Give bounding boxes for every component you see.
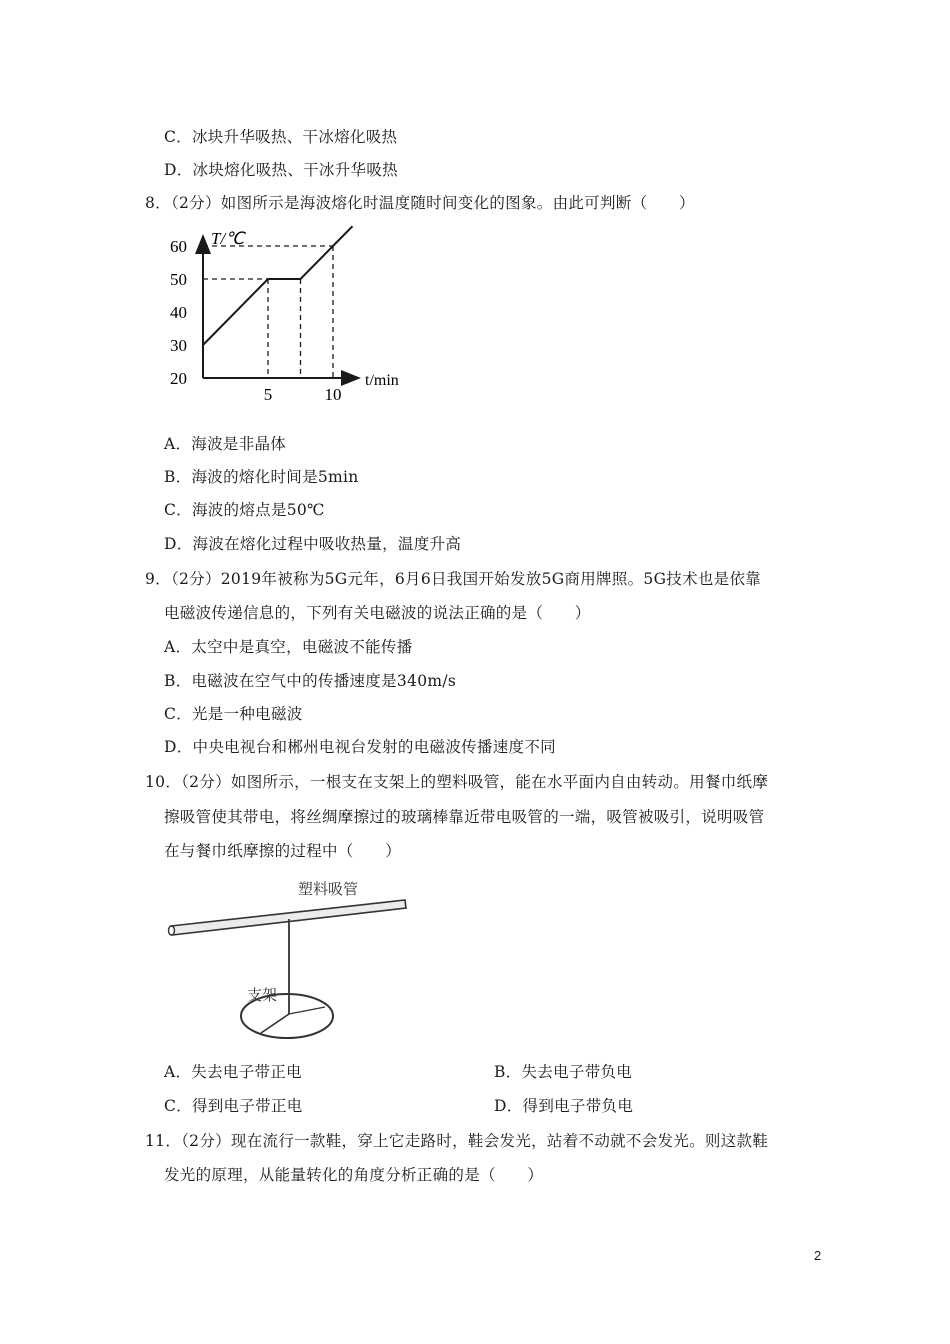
y-tick-label-0: 20: [170, 369, 187, 388]
q9-stem-line-2: 电磁波传递信息的，下列有关电磁波的说法正确的是（ ）: [164, 604, 591, 622]
stand-base-spoke: [261, 1014, 289, 1033]
x-tick-label-1: 10: [324, 385, 342, 404]
stand-base-spoke-right: [289, 1007, 325, 1014]
q7-option-c: C．冰块升华吸热、干冰熔化吸热: [164, 128, 398, 146]
q11-stem-line-2: 发光的原理，从能量转化的角度分析正确的是（ ）: [164, 1166, 544, 1184]
y-tick-label-3: 50: [170, 270, 187, 289]
q8-option-c: C．海波的熔点是50℃: [164, 501, 325, 519]
stand-label: 支架: [247, 988, 278, 1004]
q8-option-b: B．海波的熔化时间是5min: [164, 468, 359, 486]
q10-stem-line-1: 10．（2分）如图所示，一根支在支架上的塑料吸管，能在水平面内自由转动。用餐巾纸摩: [145, 773, 769, 791]
q10-option-c: C．得到电子带正电: [164, 1097, 303, 1115]
q9-option-d: D．中央电视台和郴州电视台发射的电磁波传播速度不同: [164, 738, 556, 756]
q9-stem-line-1: 9．（2分）2019年被称为5G元年，6月6日我国开始发放5G商用牌照。5G技术也是依靠: [145, 570, 762, 588]
y-axis-label: T/℃: [211, 229, 245, 248]
q10-stem-line-3: 在与餐巾纸摩擦的过程中（ ）: [164, 842, 402, 860]
q8-option-a: A．海波是非晶体: [164, 435, 287, 453]
y-tick-label-4: 60: [170, 237, 187, 256]
straw-on-stand-figure: [165, 874, 415, 1049]
y-tick-label-2: 40: [170, 303, 187, 322]
q9-option-c: C．光是一种电磁波: [164, 705, 303, 723]
q8-option-d: D．海波在熔化过程中吸收热量，温度升高: [164, 535, 462, 553]
q11-stem-line-1: 11．（2分）现在流行一款鞋，穿上它走路时，鞋会发光，站着不动就不会发光。则这款鞋: [145, 1132, 769, 1150]
q8-stem: 8．（2分）如图所示是海波熔化时温度随时间变化的图象。由此可判断（ ）: [145, 194, 695, 212]
straw-label: 塑料吸管: [298, 882, 359, 898]
q10-stem-line-2: 擦吸管使其带电，将丝绸摩擦过的玻璃棒靠近带电吸管的一端，吸管被吸引，说明吸管: [164, 808, 765, 826]
q10-option-d: D．得到电子带负电: [494, 1097, 634, 1115]
q10-option-b: B．失去电子带负电: [494, 1063, 633, 1081]
melting-curve-chart: [165, 222, 425, 407]
x-axis-label: t/min: [365, 372, 399, 389]
page-number: 2: [814, 1248, 822, 1263]
q9-option-a: A．太空中是真空，电磁波不能传播: [164, 638, 413, 656]
q10-option-a: A．失去电子带正电: [164, 1063, 302, 1081]
x-tick-label-0: 5: [263, 385, 273, 404]
q9-option-b: B．电磁波在空气中的传播速度是340m/s: [164, 672, 457, 690]
y-tick-label-1: 30: [170, 336, 187, 355]
straw-end: [169, 926, 175, 935]
q7-option-d: D．冰块熔化吸热、干冰升华吸热: [164, 161, 398, 179]
